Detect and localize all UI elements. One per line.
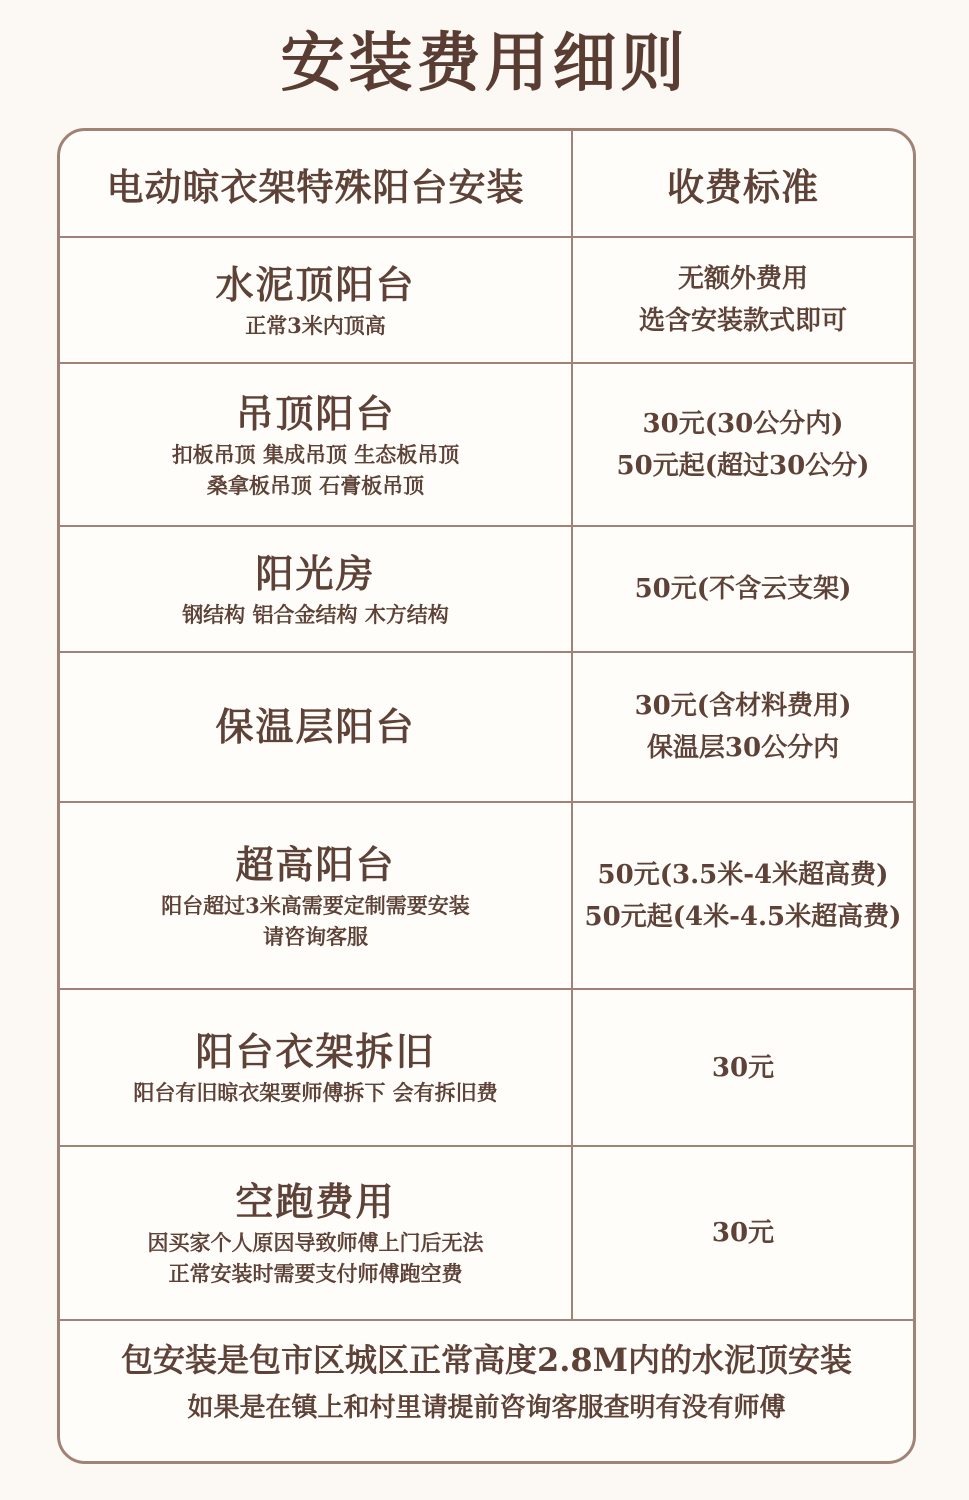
item-desc: 因买家个人原因导致师傅上门后无法 bbox=[147, 1230, 484, 1255]
item-desc: 扣板吊顶 集成吊顶 生态板吊顶 bbox=[171, 441, 460, 467]
item-name: 超高阳台 bbox=[235, 841, 396, 887]
table-row bbox=[60, 652, 913, 802]
item-cell bbox=[60, 989, 572, 1146]
fee-line: 30元(含材料费用) bbox=[634, 691, 852, 721]
item-cell bbox=[60, 237, 572, 363]
footer-note bbox=[60, 1320, 913, 1464]
fee-table-card bbox=[57, 128, 916, 1464]
fee-line: 保温层30公分内 bbox=[646, 733, 840, 763]
item-desc: 请咨询客服 bbox=[263, 923, 368, 949]
fee-line: 50元起(4米-4.5米超高费) bbox=[584, 901, 902, 932]
fee-line: 无额外费用 bbox=[677, 264, 808, 294]
item-name: 阳光房 bbox=[255, 550, 376, 596]
fee-line: 50元起(超过30公分) bbox=[616, 450, 870, 481]
table-header-row bbox=[60, 131, 913, 237]
table-row bbox=[60, 237, 913, 363]
item-desc: 正常安装时需要支付师傅跑空费 bbox=[168, 1261, 463, 1286]
item-desc: 阳台有旧晾衣架要师傅拆下 会有拆旧费 bbox=[133, 1080, 498, 1105]
table-row bbox=[60, 363, 913, 526]
fee-line: 选含安装款式即可 bbox=[638, 306, 847, 336]
item-name: 吊顶阳台 bbox=[235, 390, 396, 436]
fee-table bbox=[60, 131, 913, 1321]
fee-cell bbox=[572, 652, 913, 802]
footer-line-secondary: 如果是在镇上和村里请提前咨询客服查明有没有师傅 bbox=[187, 1393, 786, 1423]
item-cell bbox=[60, 1146, 572, 1320]
fee-cell bbox=[572, 526, 913, 652]
fee-cell bbox=[572, 989, 913, 1146]
item-cell bbox=[60, 526, 572, 652]
table-row bbox=[60, 802, 913, 989]
fee-cell bbox=[572, 237, 913, 363]
item-name: 保温层阳台 bbox=[215, 704, 416, 749]
fee-line: 30元 bbox=[711, 1218, 775, 1248]
header-cell-fee: 收费标准 bbox=[572, 131, 913, 237]
item-desc: 桑拿板吊顶 石膏板吊顶 bbox=[206, 472, 425, 498]
item-cell bbox=[60, 652, 572, 802]
table-row bbox=[60, 1146, 913, 1320]
fee-cell bbox=[572, 1146, 913, 1320]
item-desc: 阳台超过3米高需要定制需要安装 bbox=[161, 892, 470, 918]
footer-line-primary: 包安装是包市区城区正常高度2.8M内的水泥顶安装 bbox=[120, 1341, 853, 1379]
item-name: 水泥顶阳台 bbox=[215, 261, 416, 307]
fee-cell bbox=[572, 363, 913, 526]
fee-line: 30元(30公分内) bbox=[642, 408, 844, 439]
fee-line: 50元(3.5米-4米超高费) bbox=[597, 859, 889, 890]
fee-line: 50元(不含云支架) bbox=[634, 574, 852, 604]
page-title: 安装费用细则 bbox=[280, 26, 689, 101]
header-cell-item: 电动晾衣架特殊阳台安装 bbox=[60, 131, 572, 237]
fee-line: 30元 bbox=[711, 1052, 775, 1083]
item-cell bbox=[60, 802, 572, 989]
table-row bbox=[60, 526, 913, 652]
item-name: 空跑费用 bbox=[235, 1179, 396, 1224]
item-desc: 正常3米内顶高 bbox=[245, 312, 386, 338]
table-row bbox=[60, 989, 913, 1146]
item-name: 阳台衣架拆旧 bbox=[195, 1029, 436, 1074]
item-desc: 钢结构 铝合金结构 木方结构 bbox=[182, 601, 449, 627]
fee-cell bbox=[572, 802, 913, 989]
item-cell bbox=[60, 363, 572, 526]
